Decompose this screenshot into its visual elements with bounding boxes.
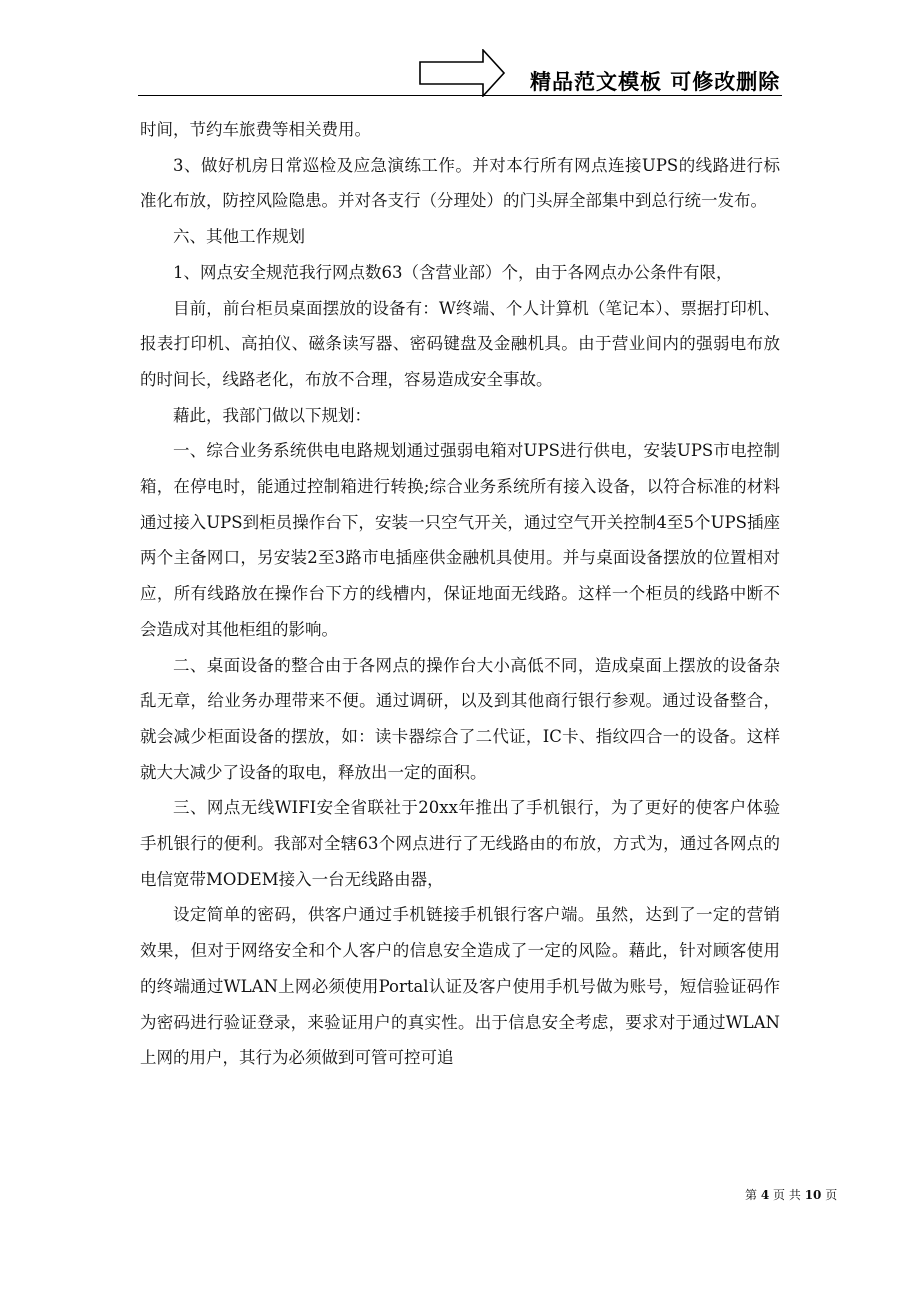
paragraph: 藉此，我部门做以下规划： <box>173 405 371 425</box>
paragraph: 设定简单的密码，供客户通过手机链接手机银行客户端。虽然，达到了一定的营销效果，但对于网络安全和个人客户的信息安全造成了一定的风险。藉此，针对顾客使用的终端通过WLAN上网必须使用Portal认证及客户使用手机号做为账号，短信验证码作为密码进行验证登录，来验证用户的真实性。出于信息安全考虑，要求对于通过WLAN上网的用户，其行为必须做到可管可控可追 <box>140 905 780 1068</box>
paragraph: 1、网点安全规范我行网点数63（含营业部）个，由于各网点办公条件有限， <box>173 262 733 282</box>
arrow-icon <box>419 49 505 97</box>
page-mid: 页 共 <box>773 1188 801 1202</box>
section-heading: 六、其他工作规划 <box>173 227 305 247</box>
page-suffix: 页 <box>825 1188 838 1202</box>
header-title: 精品范文模板 可修改删除 <box>530 70 781 94</box>
paragraph: 时间，节约车旅费等相关费用。 <box>140 120 371 139</box>
paragraph: 二、桌面设备的整合由于各网点的操作台大小高低不同，造成桌面上摆放的设备杂乱无章，给业务办理带来不便。通过调研，以及到其他商行银行参观。通过设备整合，就会减少柜面设备的摆放，如：读卡器综合了二代证，IC卡、指纹四合一的设备。这样就大大减少了设备的取电，释放出一定的面积。 <box>140 655 780 782</box>
page-prefix: 第 <box>745 1188 758 1202</box>
header-divider <box>138 95 782 96</box>
paragraph: 目前，前台柜员桌面摆放的设备有：W终端、个人计算机（笔记本）、票据打印机、报表打印机、高拍仪、磁条读写器、密码键盘及金融机具。由于营业间内的强弱电布放的时间长，线路老化，布放不合理，容易造成安全事故。 <box>140 298 780 389</box>
current-page: 4 <box>760 1188 770 1202</box>
paragraph: 三、网点无线WIFI安全省联社于20xx年推出了手机银行，为了更好的使客户体验手机银行的便利。我部对全辖63个网点进行了无线路由的布放，方式为，通过各网点的电信宽带MODEM接入一台无线路由器， <box>140 798 780 889</box>
paragraph: 3、做好机房日常巡检及应急演练工作。并对本行所有网点连接UPS的线路进行标准化布放，防控风险隐患。并对各支行（分理处）的门头屏全部集中到总行统一发布。 <box>140 155 780 211</box>
document-body <box>140 112 780 1076</box>
page-number <box>745 1186 837 1203</box>
total-pages: 10 <box>804 1188 822 1202</box>
paragraph: 一、综合业务系统供电电路规划通过强弱电箱对UPS进行供电，安装UPS市电控制箱，在停电时，能通过控制箱进行转换;综合业务系统所有接入设备，以符合标准的材料通过接入UPS到柜员操作台下，安装一只空气开关，通过空气开关控制4至5个UPS插座两个主备网口，另安装2至3路市电插座供金融机具使用。并与桌面设备摆放的位置相对应，所有线路放在操作台下方的线槽内，保证地面无线路。这样一个柜员的线路中断不会造成对其他柜组的影响。 <box>140 441 780 639</box>
